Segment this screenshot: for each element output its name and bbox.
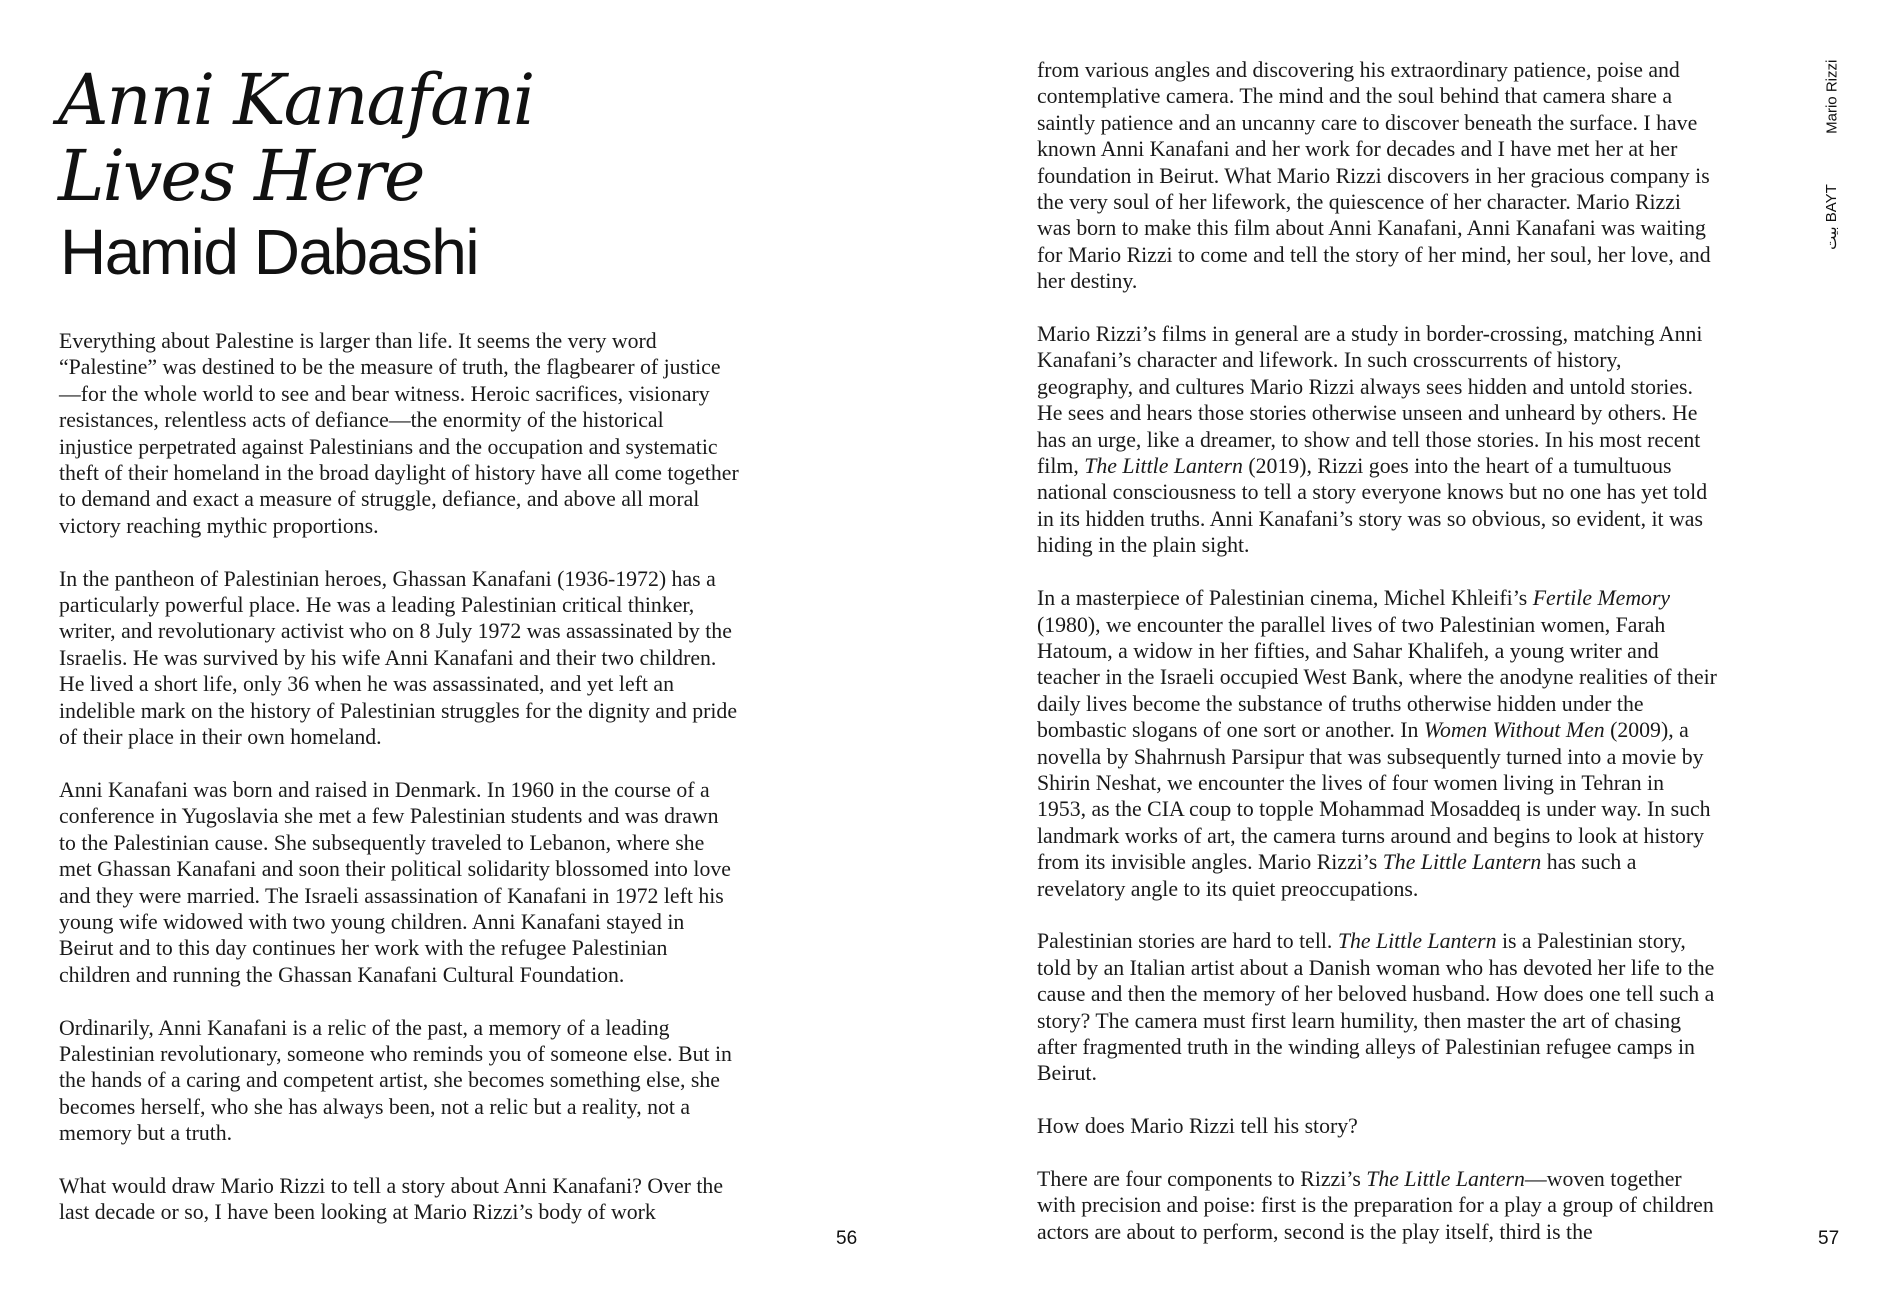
text-run: has such a revelatory angle to its quiet preoccupations. — [1037, 850, 1637, 901]
essay-title — [58, 59, 534, 217]
paragraph: What would draw Mario Rizzi to tell a story about Anni Kanafani? Over the last decade or so, I have been looking at Mario Rizzi’s body of work — [59, 1173, 724, 1225]
page-number-left: 56 — [836, 1228, 858, 1249]
essay-title-line-1: Anni Kanafani — [58, 59, 534, 141]
running-header-artist: Mario Rizzi — [1823, 60, 1841, 135]
film-title: The Little Lantern — [1382, 850, 1542, 875]
paragraph: Anni Kanafani was born and raised in Denmark. In 1960 in the course of a conference in Yugoslavia she met a few Palestinian students and was drawn to the Palestinian cause. She subsequently traveled to Lebanon, where she met Ghassan Kanafani and soon their political solidarity blossomed into love and they were married. The Israeli assassination of Kanafani in 1972 left his young wife widowed with two young children. Anni Kanafani stayed in Beirut and to this day continues her work with the refugee Palestinian children and running the Ghassan Kanafani Cultural Foundation. — [59, 777, 731, 987]
paragraph: from various angles and discovering his extraordinary patience, poise and contemplative camera. The mind and the soul behind that camera share a saintly patience and an uncanny care to discover beneath the surface. I have known Anni Kanafani and her work for decades and I have met her at her foundation in Beirut. What Mario Rizzi discovers in her gracious company is the very soul of her lifework, the quiescence of her character. Mario Rizzi was born to make this film about Anni Kanafani, Anni Kanafani was waiting for Mario Rizzi to come and tell the story of her mind, her soul, her love, and her destiny. — [1037, 58, 1711, 294]
paragraph: Ordinarily, Anni Kanafani is a relic of the past, a memory of a leading Palestinian revolutionary, someone who reminds you of someone else. But in the hands of a caring and competent artist, she becomes something else, she becomes herself, who she has always been, not a relic but a reality, not a memory but a truth. — [59, 1015, 732, 1146]
left-body-column — [59, 328, 739, 1252]
paragraph — [1037, 928, 1717, 1086]
title-block — [58, 59, 534, 288]
text-run: —woven together with precision and poise: first is the preparation for a play a group of children actors are about to perform, second is the play itself, third is the — [1037, 1166, 1714, 1244]
text-run: (2019), Rizzi goes into the heart of a tumultuous national consciousness to tell a story everyone knows but no one has yet told in its hidden truths. Anni Kanafani’s story was so obvious, so evident, it was hiding in the plain sight. — [1037, 454, 1708, 558]
running-header — [1823, 60, 1841, 250]
text-run: (1980), we encounter the parallel lives of two Palestinian women, Farah Hatoum, a widow in her fifties, and Sahar Khalifeh, a young writer and teacher in the Israeli occupied West Bank, where the anodyne realities of their daily lives become the substance of truths otherwise hidden under the bombastic slogans of one sort or another. In — [1037, 612, 1717, 743]
paragraph: How does Mario Rizzi tell his story? — [1037, 1114, 1358, 1139]
author-name: Hamid Dabashi — [60, 216, 479, 288]
paragraph: In the pantheon of Palestinian heroes, Ghassan Kanafani (1936-1972) has a particularly powerful place. He was a leading Palestinian critical thinker, writer, and revolutionary activist who on 8 July 1972 was assassinated by the Israelis. He was survived by his wife Anni Kanafani and their two children. He lived a short life, only 36 when he was assassinated, and yet left an indelible mark on the history of Palestinian struggles for the dignity and pride of their place in their own homeland. — [59, 566, 737, 750]
film-title: Fertile Memory — [1532, 586, 1671, 611]
page-number-right: 57 — [1818, 1228, 1840, 1249]
film-title: The Little Lantern — [1084, 454, 1243, 479]
film-title: The Little Lantern — [1366, 1166, 1525, 1191]
text-run: (2009), a novella by Shahrnush Parsipur that was subsequently turned into a movie by Shirin Neshat, we encounter the lives of four women living in Tehran in 1953, as the CIA coup to topple Mohammad Mosaddeq is under way. In such landmark works of art, the camera turns around and begins to look at history from its invisible angles. Mario Rizzi’s — [1037, 718, 1711, 875]
text-run: There are four components to Rizzi’s — [1037, 1166, 1367, 1191]
paragraph: Everything about Palestine is larger than life. It seems the very word “Palestine” was destined to be the measure of truth, the flagbearer of justice—for the whole world to see and bear witness. Heroic sacrifices, visionary resistances, relentless acts of defiance—the enormity of the historical injustice perpetrated against Palestinians and the occupation and systematic theft of their homeland in the broad daylight of history have all come together to demand and exact a measure of struggle, defiance, and above all moral victory reaching mythic proportions. — [59, 329, 739, 538]
essay-title-line-2: Lives Here — [58, 135, 424, 217]
film-title: The Little Lantern — [1337, 929, 1497, 954]
right-body-column — [1037, 57, 1717, 1272]
text-run: Palestinian stories are hard to tell. — [1037, 929, 1338, 954]
paragraph — [1037, 585, 1717, 902]
text-run: In a masterpiece of Palestinian cinema, Michel Khleifi’s — [1037, 586, 1533, 611]
left-page — [0, 0, 944, 1299]
film-title: Women Without Men — [1423, 718, 1605, 743]
text-run: is a Palestinian story, told by an Italian artist about a Danish woman who has devoted her life to the cause and then the memory of her beloved husband. How does one tell such a story? The camera must first learn humility, then master the art of chasing after fragmented truth in the winding alleys of Palestinian refugee camps in Beirut. — [1037, 929, 1715, 1086]
running-header-project: بيت BAYT — [1823, 184, 1840, 250]
paragraph — [1037, 321, 1717, 559]
text-run: Mario Rizzi’s films in general are a study in border-crossing, matching Anni Kanafani’s character and lifework. In such crosscurrents of history, geography, and cultures Mario Rizzi always sees hidden and untold stories. He sees and hears those stories otherwise unseen and unheard by others. He has an urge, like a dreamer, to show and tell those stories. In his most recent film, — [1037, 322, 1703, 479]
paragraph — [1037, 1166, 1717, 1245]
